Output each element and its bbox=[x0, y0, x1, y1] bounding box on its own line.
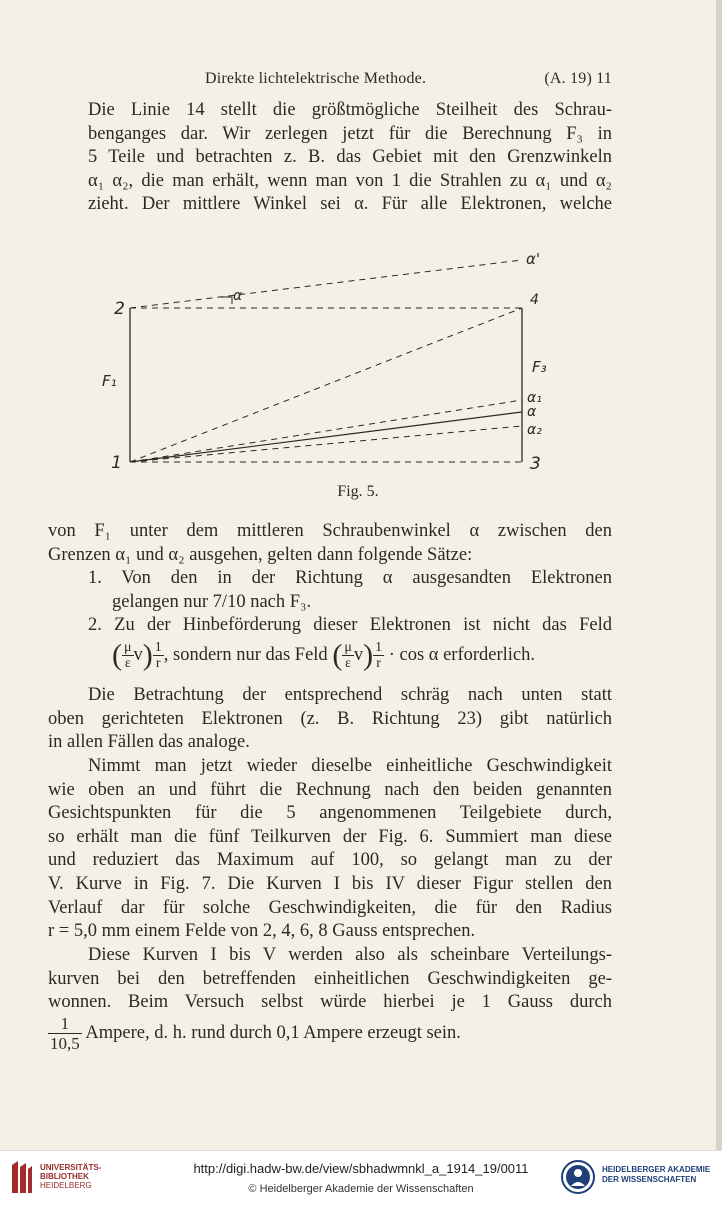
paragraph-4 bbox=[48, 755, 612, 944]
text-line: von F₁ unter dem mittleren Schraubenwinkel α zwischen den bbox=[48, 521, 612, 541]
label-point-1: 1 bbox=[111, 453, 122, 473]
university-library-name: UNIVERSITÄTS- BIBLIOTHEK HEIDELBERG bbox=[40, 1163, 102, 1190]
label-point-4: 4 bbox=[530, 292, 539, 308]
paragraph-5 bbox=[48, 944, 612, 1015]
text-line: Die Linie 14 stellt die größtmögliche Steilheit des Schrau- bbox=[88, 100, 612, 120]
fraction-1-over-10-5: $\frac{1}{10,5}$ bbox=[50, 1014, 80, 1053]
list-item-1-line-1: 1. Von den in der Richtung α ausgesandten Elektronen bbox=[88, 568, 612, 588]
text-line: kurven bei den betreffenden einheitlichen Geschwindigkeiten ge- bbox=[48, 968, 612, 989]
text-line: wie oben an und führt die Rechnung nach den beiden genannten bbox=[48, 779, 612, 800]
text-line: Grenzen α₁ und α₂ ausgehen, gelten dann folgende Sätze: bbox=[48, 544, 473, 565]
text-line: 5 Teile und betrachten z. B. das Gebiet mit den Grenzwinkeln bbox=[88, 147, 612, 168]
text-line: benganges dar. Wir zerlegen jetzt für die Berechnung F₃ in bbox=[88, 123, 612, 144]
text-line: und reduziert das Maximum auf 100, so gelangt man zu der bbox=[48, 850, 612, 871]
final-text: Ampere, d. h. rund durch 0,1 Ampere erzeugt sein. bbox=[85, 1022, 461, 1043]
label-f1: F₁ bbox=[102, 372, 117, 390]
label-point-3: 3 bbox=[530, 454, 541, 474]
label-alpha1: α₁ bbox=[527, 390, 542, 406]
running-header bbox=[48, 70, 612, 92]
text-line: Nimmt man jetzt wieder dieselbe einheitliche Geschwindigkeit bbox=[88, 756, 612, 776]
label-point-2: 2 bbox=[114, 299, 125, 319]
academy-seal-icon bbox=[560, 1159, 596, 1195]
list-item-1-line-2: gelangen nur 7/10 nach F₃. bbox=[112, 591, 312, 612]
text-line: oben gerichteten Elektronen (z. B. Richtung 23) gibt natürlich bbox=[48, 708, 612, 729]
formula-text-mid: , sondern nur das Feld bbox=[163, 644, 328, 665]
paragraph-2 bbox=[48, 520, 612, 567]
source-url-link[interactable]: http://digi.hadw-bw.de/view/sbhadwmnkl_a_1914_19/0011 bbox=[193, 1161, 529, 1176]
copyright-text: © Heidelberger Akademie der Wissenschaften bbox=[248, 1183, 474, 1195]
line-1-4 bbox=[130, 308, 522, 462]
academy-name: HEIDELBERGER AKADEMIE DER WISSENSCHAFTEN bbox=[602, 1165, 711, 1184]
angle-mark bbox=[220, 297, 232, 304]
header-page-ref: (A. 19) 11 bbox=[544, 70, 612, 87]
numbered-list bbox=[48, 567, 612, 671]
text-line: Die Betrachtung der entsprechend schräg nach unten statt bbox=[88, 685, 612, 705]
figure-caption: Fig. 5. bbox=[337, 483, 379, 500]
text-line: Diese Kurven I bis V werden also als scheinbare Verteilungs- bbox=[88, 945, 612, 965]
text-line: so erhält man die fünf Teilkurven der Fig. 6. Summiert man diese bbox=[48, 826, 612, 847]
text-line: α₁ α₂, die man erhält, wenn man von 1 die Strahlen zu α₁ und α₂ bbox=[88, 170, 612, 191]
paragraph-1 bbox=[48, 99, 612, 217]
label-alpha2: α₂ bbox=[527, 422, 542, 438]
final-line bbox=[48, 1014, 612, 1053]
text-line: V. Kurve in Fig. 7. Die Kurven I bis IV dieser Figur stellen den bbox=[48, 873, 612, 894]
line-alpha bbox=[130, 412, 522, 462]
text-line: in allen Fällen das analoge. bbox=[48, 732, 250, 753]
label-f3: F₃ bbox=[532, 358, 547, 376]
list-item-2-line-1: 2. Zu der Hinbeförderung dieser Elektronen ist nicht das Feld bbox=[88, 615, 612, 636]
header-title: Direkte lichtelektrische Methode. bbox=[205, 70, 427, 87]
label-alpha-prime: α' bbox=[526, 250, 541, 268]
page-edge bbox=[716, 0, 722, 1150]
line-alpha-prime bbox=[130, 260, 522, 308]
formula-text-end: · cos α erforderlich. bbox=[388, 644, 536, 665]
text-line: wonnen. Beim Versuch selbst würde hierbei je 1 Gauss durch bbox=[48, 992, 612, 1013]
text-line: Verlauf dar für solche Geschwindigkeiten, die für den Radius bbox=[48, 897, 612, 918]
label-alpha-top: α bbox=[233, 288, 243, 304]
text-line: zieht. Der mittlere Winkel sei α. Für alle Elektronen, welche bbox=[88, 194, 612, 215]
list-item-2-formula: ( $\frac{\mu}{\varepsilon}$ v) $\frac{1}{r}$ , sondern nur das Feld ( $\frac{\mu}{\varepsilon}$ v) $\frac{1}{r}$ · cos α erforderlich. bbox=[112, 638, 536, 672]
footer-bar bbox=[0, 1150, 722, 1205]
text-line: Gesichtspunkten für die 5 angenommenen Teilgebiete durch, bbox=[48, 803, 612, 824]
paragraph-3 bbox=[48, 684, 612, 755]
label-alpha: α bbox=[527, 404, 537, 420]
figure-5-diagram bbox=[90, 240, 600, 480]
text-line: r = 5,0 mm einem Felde von 2, 4, 6, 8 Gauss entsprechen. bbox=[48, 921, 476, 942]
